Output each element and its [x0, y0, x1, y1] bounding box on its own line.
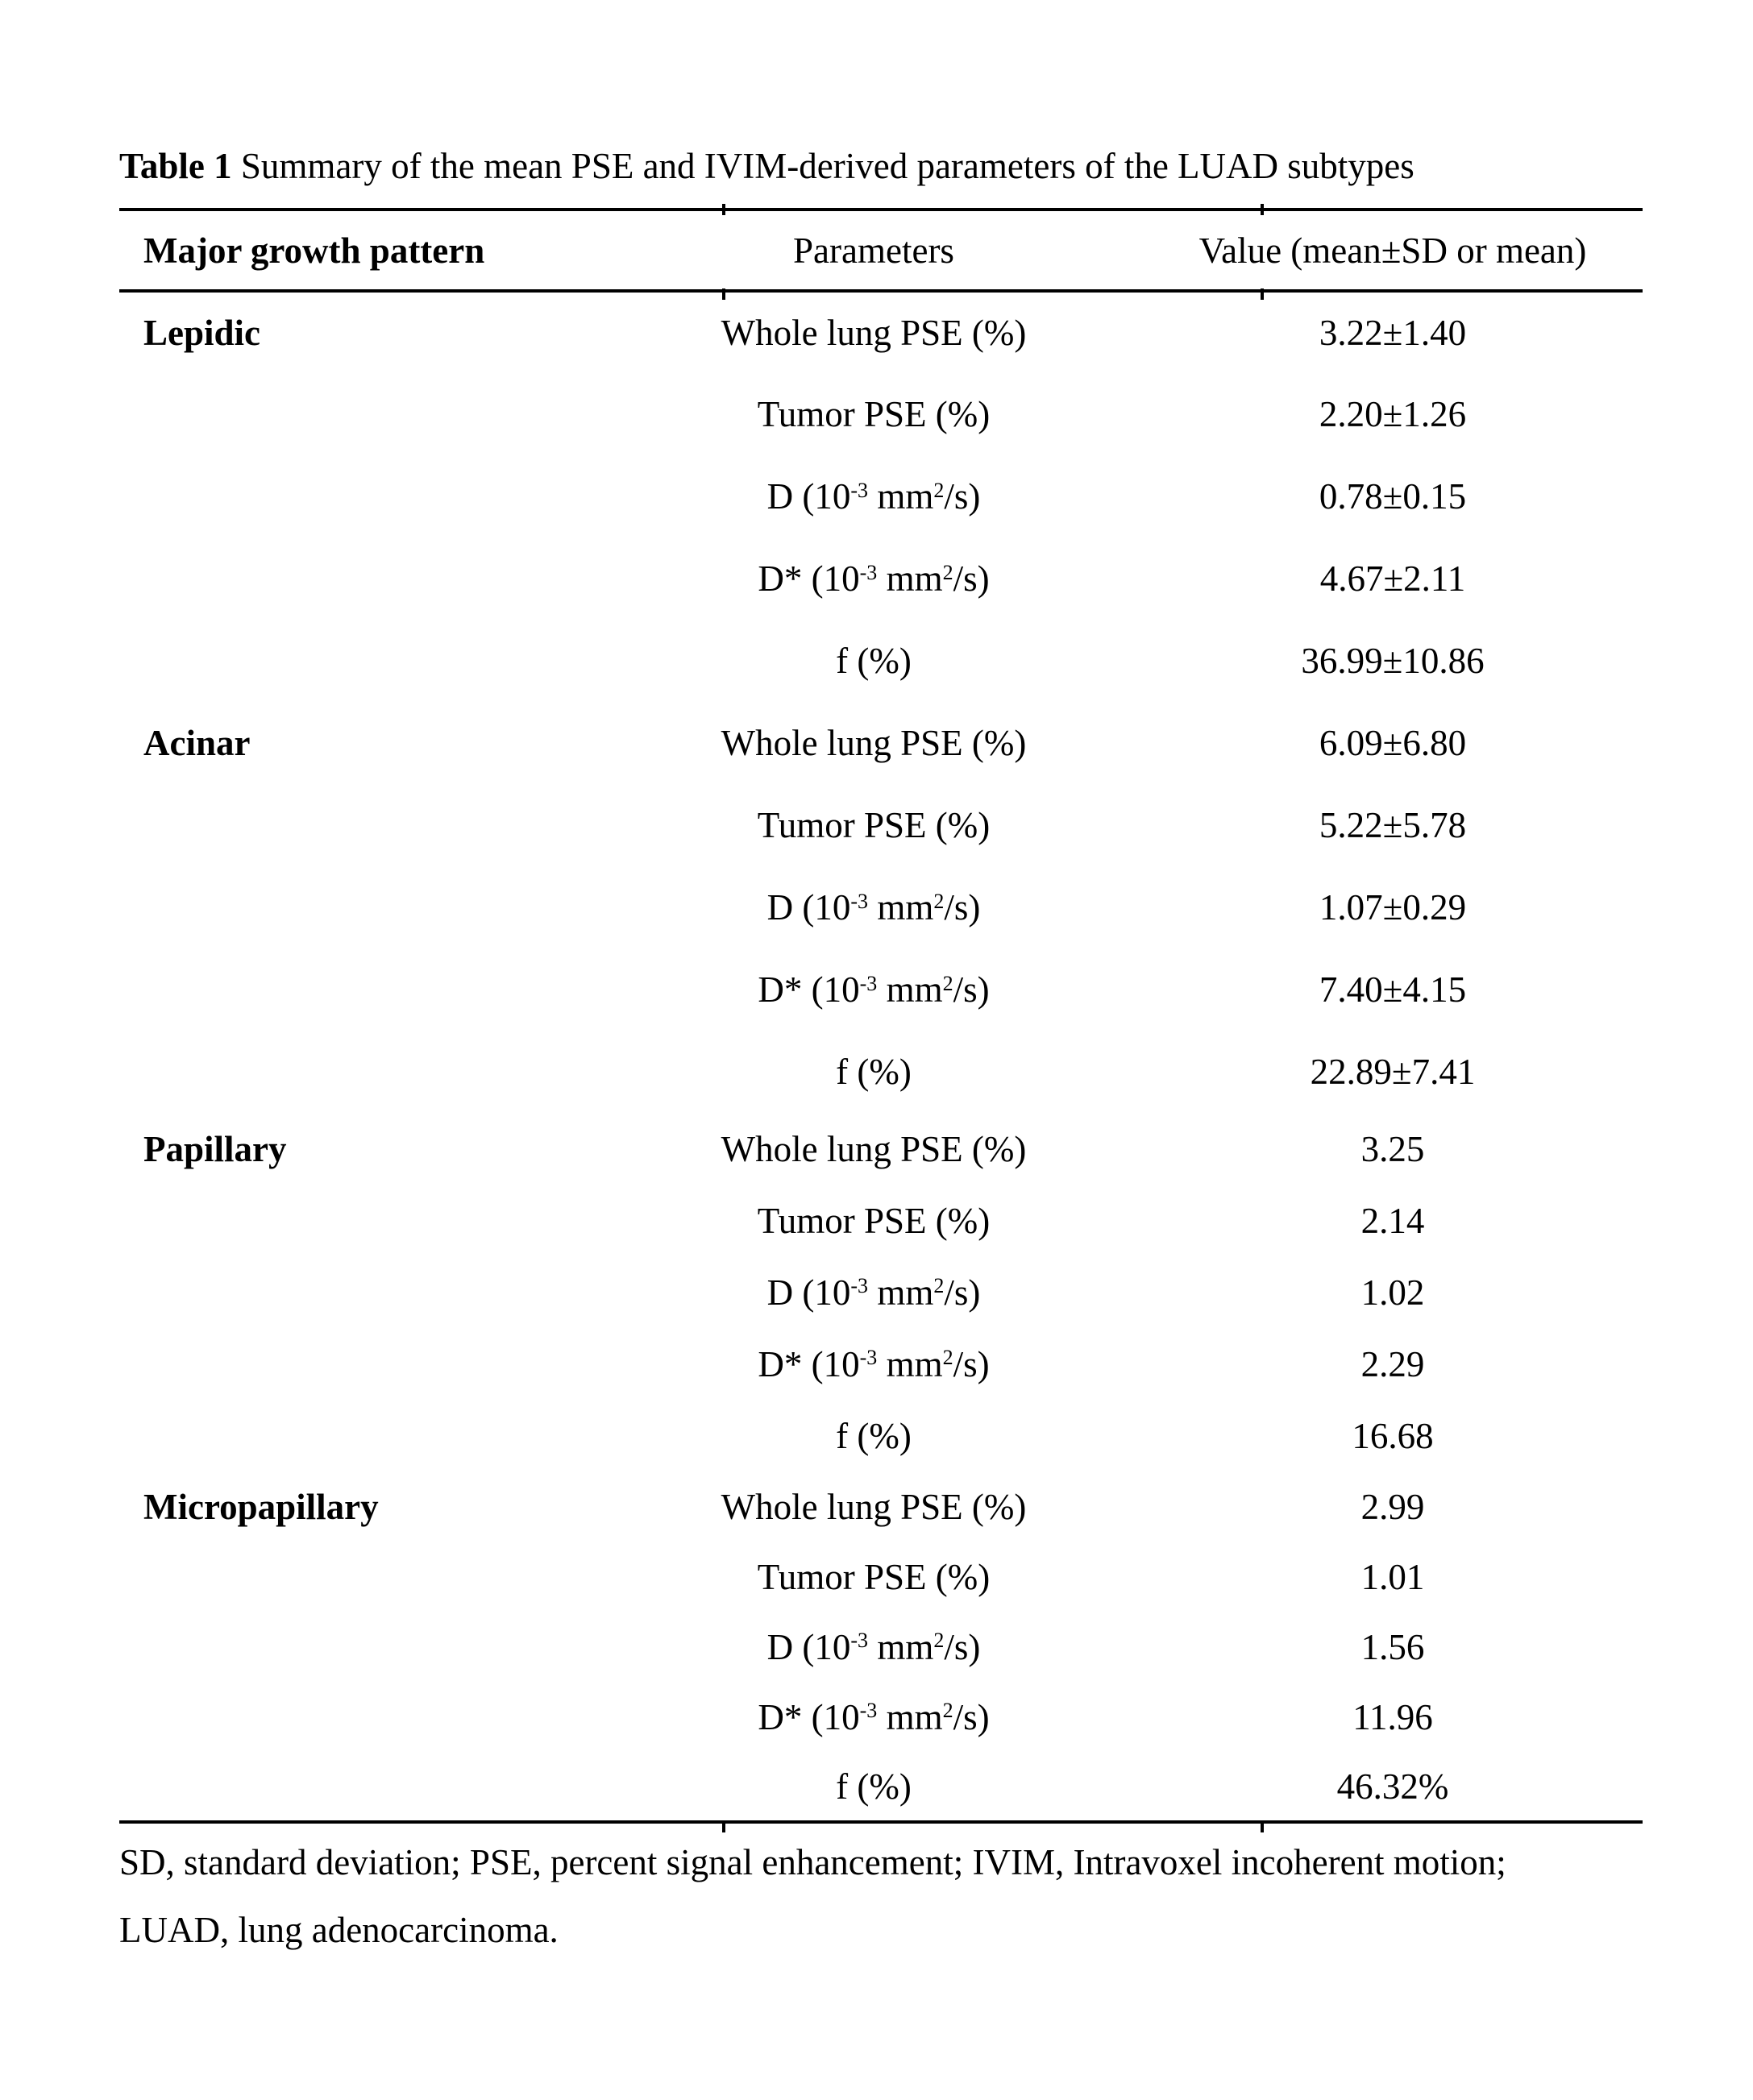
col-header-value: Value (mean±SD or mean) — [1143, 210, 1643, 291]
parameter-text: Tumor PSE (%) — [757, 805, 991, 845]
table-row — [119, 373, 1643, 455]
parameter-text: Whole lung PSE (%) — [721, 723, 1027, 763]
parameter-text: D* (10 — [758, 969, 860, 1010]
growth-pattern-cell — [119, 1682, 604, 1752]
table-row — [119, 455, 1643, 537]
parameter-text: D (10 — [766, 1626, 851, 1667]
value-cell: 1.07±0.29 — [1319, 887, 1467, 928]
growth-pattern-cell — [119, 784, 604, 866]
table-title-text: Summary of the mean PSE and IVIM-derived parameters of the LUAD subtypes — [240, 146, 1414, 186]
superscript: -3 — [859, 560, 878, 584]
value-cell: 2.20±1.26 — [1319, 394, 1467, 434]
table-row — [119, 1328, 1643, 1400]
column-divider-tick — [1261, 1821, 1264, 1832]
parameter-text: mm — [877, 1343, 943, 1384]
column-divider-tick — [722, 204, 725, 215]
growth-pattern-cell — [119, 1328, 604, 1400]
parameter-cell — [604, 866, 1143, 948]
table-row — [119, 1471, 1643, 1542]
superscript: 2 — [942, 971, 953, 995]
table-footnote — [119, 1828, 1643, 1964]
growth-pattern-cell — [119, 866, 604, 948]
growth-pattern-cell: Micropapillary — [143, 1486, 379, 1527]
parameter-cell — [604, 948, 1143, 1031]
superscript: -3 — [850, 478, 869, 502]
value-cell: 6.09±6.80 — [1319, 723, 1467, 763]
parameter-cell — [604, 291, 1143, 373]
superscript: -3 — [850, 1274, 869, 1298]
parameter-text: f (%) — [836, 1766, 912, 1807]
column-divider-tick — [722, 288, 725, 300]
superscript: -3 — [850, 1629, 869, 1653]
table-row — [119, 620, 1643, 702]
table-title-label: Table 1 — [119, 146, 232, 186]
parameter-cell — [604, 702, 1143, 784]
parameter-text: f (%) — [836, 1052, 912, 1092]
value-cell: 1.02 — [1360, 1272, 1425, 1313]
parameter-text: mm — [868, 1626, 934, 1667]
table-row — [119, 1400, 1643, 1471]
value-cell: 11.96 — [1352, 1696, 1433, 1737]
growth-pattern-cell — [119, 537, 604, 620]
parameters-table — [119, 208, 1643, 1824]
growth-pattern-cell — [119, 373, 604, 455]
parameter-text: D (10 — [766, 887, 851, 928]
table-title — [119, 145, 1643, 187]
parameter-text: mm — [868, 887, 934, 928]
superscript: -3 — [850, 889, 869, 913]
parameter-text: /s) — [953, 1696, 990, 1737]
growth-pattern-cell — [119, 455, 604, 537]
parameter-text: Tumor PSE (%) — [757, 1200, 991, 1241]
parameter-text: /s) — [944, 1626, 981, 1667]
parameter-cell — [604, 1328, 1143, 1400]
table-row — [119, 866, 1643, 948]
value-cell: 36.99±10.86 — [1301, 641, 1485, 681]
parameter-text: D* (10 — [758, 1343, 860, 1384]
parameter-text: Tumor PSE (%) — [757, 394, 991, 434]
table-row — [119, 1256, 1643, 1328]
growth-pattern-cell — [119, 948, 604, 1031]
parameter-text: Tumor PSE (%) — [757, 1556, 991, 1597]
parameter-cell — [604, 1185, 1143, 1256]
value-cell: 3.22±1.40 — [1319, 313, 1467, 353]
value-cell: 2.14 — [1360, 1200, 1425, 1241]
value-cell: 1.01 — [1360, 1556, 1425, 1597]
parameter-text: D* (10 — [758, 1696, 860, 1737]
table-row — [119, 1031, 1643, 1113]
superscript: 2 — [942, 1346, 953, 1370]
growth-pattern-cell — [119, 1752, 604, 1822]
parameter-text: /s) — [944, 1272, 981, 1313]
parameter-text: /s) — [944, 887, 981, 928]
parameter-text: Whole lung PSE (%) — [721, 1486, 1027, 1527]
table-row — [119, 948, 1643, 1031]
column-divider-tick — [1261, 204, 1264, 215]
value-cell: 3.25 — [1360, 1128, 1425, 1169]
value-cell: 7.40±4.15 — [1319, 969, 1467, 1010]
parameter-text: Whole lung PSE (%) — [721, 1128, 1027, 1169]
parameter-cell — [604, 1542, 1143, 1612]
table-body — [119, 291, 1643, 1822]
value-cell: 16.68 — [1352, 1415, 1434, 1456]
growth-pattern-cell — [119, 1031, 604, 1113]
col-header-parameters: Parameters — [604, 210, 1143, 291]
value-cell: 0.78±0.15 — [1319, 476, 1467, 517]
parameter-text: mm — [877, 558, 943, 599]
parameter-cell — [604, 455, 1143, 537]
column-divider-tick — [1261, 288, 1264, 300]
parameter-text: f (%) — [836, 641, 912, 681]
superscript: 2 — [933, 478, 945, 502]
parameter-text: Whole lung PSE (%) — [721, 313, 1027, 353]
parameter-cell — [604, 1471, 1143, 1542]
parameter-text: D (10 — [766, 1272, 851, 1313]
superscript: 2 — [942, 1699, 953, 1723]
parameter-text: /s) — [953, 969, 990, 1010]
col-header-major-growth-pattern: Major growth pattern — [119, 210, 604, 291]
parameter-cell — [604, 373, 1143, 455]
parameter-cell — [604, 784, 1143, 866]
parameter-cell — [604, 1256, 1143, 1328]
parameter-cell — [604, 1612, 1143, 1682]
value-cell: 22.89±7.41 — [1310, 1052, 1476, 1092]
table-row — [119, 291, 1643, 373]
growth-pattern-cell — [119, 1612, 604, 1682]
superscript: -3 — [859, 1699, 878, 1723]
superscript: 2 — [942, 560, 953, 584]
superscript: 2 — [933, 889, 945, 913]
table-row — [119, 784, 1643, 866]
parameter-text: f (%) — [836, 1415, 912, 1456]
growth-pattern-cell — [119, 1400, 604, 1471]
value-cell: 2.99 — [1360, 1486, 1425, 1527]
parameter-text: mm — [877, 1696, 943, 1737]
value-cell: 1.56 — [1360, 1626, 1425, 1667]
parameter-cell — [604, 1400, 1143, 1471]
growth-pattern-cell — [119, 1542, 604, 1612]
table-row — [119, 1113, 1643, 1185]
footnote-line-1: SD, standard deviation; PSE, percent signal enhancement; IVIM, Intravoxel incoherent motion; — [119, 1842, 1506, 1882]
parameter-cell — [604, 1113, 1143, 1185]
parameter-cell — [604, 1031, 1143, 1113]
table-row — [119, 1752, 1643, 1822]
superscript: -3 — [859, 971, 878, 995]
superscript: 2 — [933, 1629, 945, 1653]
value-cell: 5.22±5.78 — [1319, 805, 1467, 845]
table-row — [119, 1682, 1643, 1752]
table-row — [119, 1612, 1643, 1682]
parameter-cell — [604, 537, 1143, 620]
parameter-cell — [604, 1752, 1143, 1822]
parameter-text: D* (10 — [758, 558, 860, 599]
parameter-text: /s) — [944, 476, 981, 517]
parameter-text: mm — [868, 476, 934, 517]
parameter-cell — [604, 1682, 1143, 1752]
parameter-text: D (10 — [766, 476, 851, 517]
parameter-text: mm — [877, 969, 943, 1010]
value-cell: 46.32% — [1336, 1766, 1449, 1807]
table-row — [119, 1542, 1643, 1612]
parameter-text: /s) — [953, 1343, 990, 1384]
table-row — [119, 1185, 1643, 1256]
growth-pattern-cell — [119, 1185, 604, 1256]
growth-pattern-cell: Acinar — [143, 723, 251, 763]
superscript: 2 — [933, 1274, 945, 1298]
page-sheet — [119, 0, 1643, 1964]
value-cell: 4.67±2.11 — [1319, 558, 1466, 599]
table-row — [119, 537, 1643, 620]
parameter-text: mm — [868, 1272, 934, 1313]
growth-pattern-cell: Lepidic — [143, 313, 261, 353]
parameter-text: /s) — [953, 558, 990, 599]
table-row — [119, 702, 1643, 784]
growth-pattern-cell — [119, 620, 604, 702]
column-divider-tick — [722, 1821, 725, 1832]
value-cell: 2.29 — [1360, 1343, 1425, 1384]
table-header-row — [119, 210, 1643, 291]
growth-pattern-cell: Papillary — [143, 1128, 287, 1169]
growth-pattern-cell — [119, 1256, 604, 1328]
parameter-cell — [604, 620, 1143, 702]
superscript: -3 — [859, 1346, 878, 1370]
footnote-line-2: LUAD, lung adenocarcinoma. — [119, 1910, 559, 1950]
